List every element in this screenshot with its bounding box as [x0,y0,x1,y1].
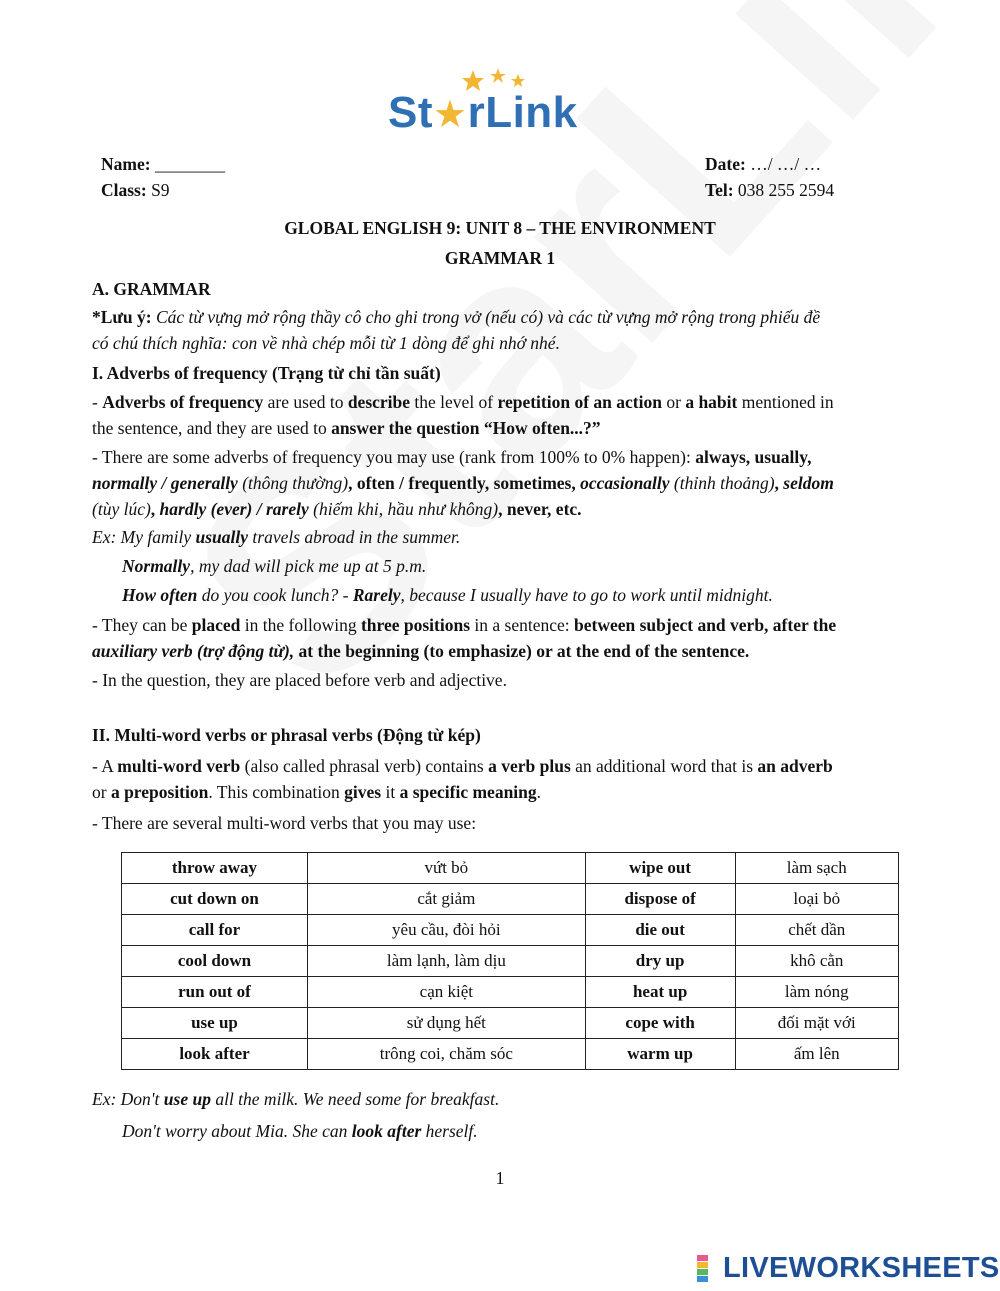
tel-field: Tel: 038 255 2594 [705,180,835,200]
class-field: Class: S9 [101,180,170,200]
part2-heading: II. Multi-word verbs or phrasal verbs (Động từ kép) [92,725,481,745]
page-title: GLOBAL ENGLISH 9: UNIT 8 – THE ENVIRONMENT [284,218,716,238]
page-subtitle: GRAMMAR 1 [444,248,556,268]
part1-paragraph-1: - Adverbs of frequency are used to describe the level of repetition of an action or a habit mentioned in the sentence, and they are used to answer the question “How often...?” [92,392,834,438]
part1-paragraph-2: - There are some adverbs of frequency you may use (rank from 100% to 0% happen): always, usually, normally / generally (thông thường), often / frequently, sometimes, occasionally (thỉnh thoảng), seldom (tùy lúc), hardly (ever) / rarely (hiếm khi, hầu như không), never, etc. [92,447,834,519]
meaning-cell: yêu cầu, đòi hỏi [307,915,585,946]
table-row [122,1039,899,1070]
meaning-cell: sử dụng hết [307,1008,585,1039]
verb-cell: look after [122,1039,308,1070]
part2-example-2: Don't worry about Mia. She can look after herself. [122,1121,478,1141]
note: *Lưu ý: Các từ vựng mở rộng thầy cô cho ghi trong vở (nếu có) và các từ vựng mở rộng trong phiếu đề có chú thích nghĩa: con về nhà chép mỗi từ 1 dòng để ghi nhớ nhé. [92,307,821,353]
part1-example-2: Normally, my dad will pick me up at 5 p.m. [122,556,427,576]
part2-paragraph-1: - A multi-word verb (also called phrasal verb) contains a verb plus an additional word that is an adverb or a preposition. This combination gives it a specific meaning. [92,756,833,802]
table-row [122,853,899,884]
verb-cell: cool down [122,946,308,977]
verb-cell: dispose of [585,884,735,915]
verb-cell: run out of [122,977,308,1008]
meaning-cell: vứt bỏ [307,853,585,884]
meaning-cell: cạn kiệt [307,977,585,1008]
meaning-cell: loại bỏ [735,884,899,915]
meaning-cell: trông coi, chăm sóc [307,1039,585,1070]
meaning-cell: chết dần [735,915,899,946]
liveworksheets-icon [697,1255,719,1281]
part1-example-1: Ex: My family usually travels abroad in the summer. [92,527,461,547]
meaning-cell: đối mặt với [735,1008,899,1039]
name-field: Name: ________ [101,154,225,174]
part1-paragraph-4: - In the question, they are placed before verb and adjective. [92,670,507,690]
meaning-cell: làm nóng [735,977,899,1008]
starlink-logo [388,68,628,140]
verb-cell: cope with [585,1008,735,1039]
verb-cell: die out [585,915,735,946]
table-row [122,946,899,977]
verb-cell: warm up [585,1039,735,1070]
table-row [122,884,899,915]
table-row [122,1008,899,1039]
verb-cell: wipe out [585,853,735,884]
part1-example-3: How often do you cook lunch? - Rarely, because I usually have to go to work until midnight. [122,585,773,605]
part1-paragraph-3: - They can be placed in the following three positions in a sentence: between subject and verb, after the auxiliary verb (trợ động từ), at the beginning (to emphasize) or at the end of the sentence. [92,615,837,661]
verb-cell: use up [122,1008,308,1039]
verb-cell: dry up [585,946,735,977]
verb-cell: heat up [585,977,735,1008]
section-a-heading: A. GRAMMAR [92,279,211,299]
liveworksheets-text: LIVEWORKSHEETS [723,1251,1000,1284]
table-row [122,915,899,946]
part2-example-1: Ex: Don't use up all the milk. We need some for breakfast. [92,1089,500,1109]
part1-heading: I. Adverbs of frequency (Trạng từ chỉ tần suất) [92,363,441,383]
meaning-cell: cắt giảm [307,884,585,915]
verb-cell: throw away [122,853,308,884]
phrasal-verbs-table [121,852,899,1070]
page-number: 1 [495,1168,505,1188]
part2-paragraph-2: - There are several multi-word verbs that you may use: [92,813,477,833]
verb-cell: call for [122,915,308,946]
verb-cell: cut down on [122,884,308,915]
meaning-cell: làm lạnh, làm dịu [307,946,585,977]
table-row [122,977,899,1008]
date-field: Date: …/ …/ … [705,154,822,174]
logo-text: St★rLink [388,88,578,137]
meaning-cell: ấm lên [735,1039,899,1070]
logo-star-icon: ★ [433,94,468,136]
liveworksheets-footer[interactable] [697,1253,1000,1283]
meaning-cell: khô cằn [735,946,899,977]
meaning-cell: làm sạch [735,853,899,884]
